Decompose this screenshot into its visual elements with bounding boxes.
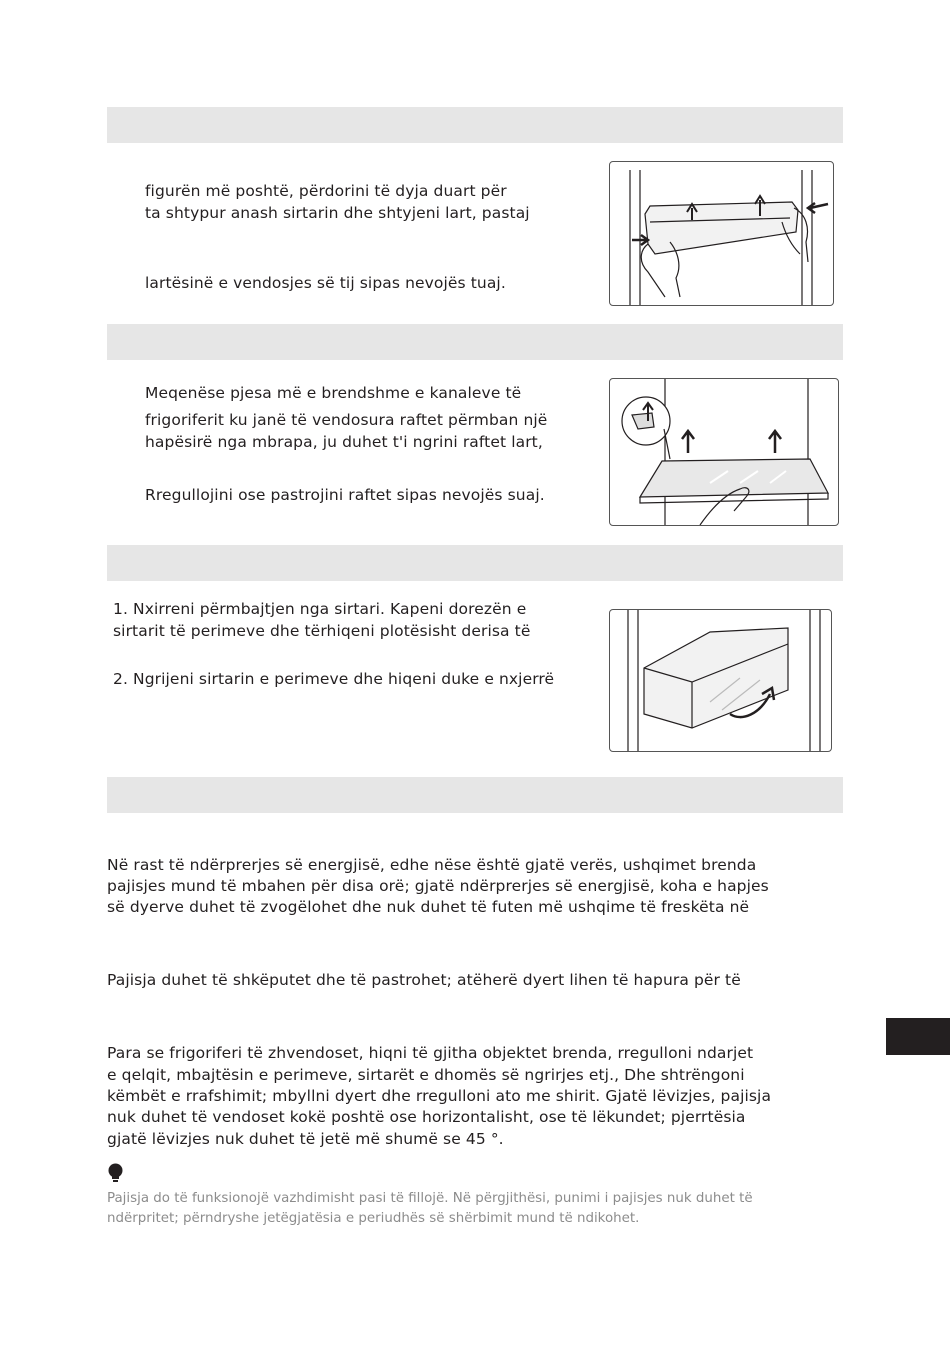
section-1-text: ta shtypur anash sirtarin dhe shtyjeni lart, pastaj [145,204,530,222]
section-header-bar [107,777,843,813]
paragraph-moving: nuk duhet të vendoset kokë poshtë ose horizontalisht, ose të lëkundet; pjerrtësia [107,1108,746,1126]
paragraph-moving: e qelqit, mbajtësin e perimeve, sirtarët e dhomës së ngrirjes etj., Dhe shtrëngoni [107,1066,745,1084]
lightbulb-icon [107,1163,124,1183]
section-header-bar [107,107,843,143]
paragraph-disconnect: Pajisja duhet të shkëputet dhe të pastrohet; atëherë dyert lihen të hapura për të [107,971,741,989]
section-1-text: figurën më poshtë, përdorini të dyja duart për [145,182,507,200]
section-3-text: 2. Ngrijeni sirtarin e perimeve dhe hiqeni duke e nxjerrë [113,670,555,688]
paragraph-moving: Para se frigoriferi të zhvendoset, hiqni të gjitha objektet brenda, rregulloni ndarjet [107,1044,754,1062]
section-2-text: hapësirë nga mbrapa, ju duhet t'i ngrini raftet lart, [145,433,543,451]
section-header-bar [107,545,843,581]
paragraph-moving: gjatë lëvizjes nuk duhet të jetë më shumë se 45 °. [107,1130,504,1148]
section-1-text: lartësinë e vendosjes së tij sipas nevojës tuaj. [145,274,506,292]
paragraph-power-outage: pajisjes mund të mbahen për disa orë; gjatë ndërprerjes së energjisë, koha e hapjes [107,877,769,895]
paragraph-moving: këmbët e rrafshimit; mbyllni dyert dhe rregulloni ato me shirit. Gjatë lëvizjes, pajisja [107,1087,772,1105]
section-2-text: Rregullojini ose pastrojini raftet sipas nevojës suaj. [145,486,545,504]
paragraph-power-outage: Në rast të ndërprerjes së energjisë, edhe nëse është gjatë verës, ushqimet brenda [107,856,757,874]
section-2-text: Meqenëse pjesa më e brendshme e kanaleve të [145,384,522,402]
section-header-bar [107,324,843,360]
vegetable-drawer-illustration [609,609,832,752]
side-tab-marker [886,1018,950,1055]
note-text: Pajisja do të funksionojë vazhdimisht pasi të fillojë. Në përgjithësi, punimi i pajisjes nuk duhet të [107,1191,753,1206]
note-text: ndërpritet; përndryshe jetëgjatësia e periudhës së shërbimit mund të ndikohet. [107,1211,640,1226]
shelf-illustration [609,378,839,526]
door-bin-illustration [609,161,834,306]
section-3-text: 1. Nxirreni përmbajtjen nga sirtari. Kapeni dorezën e [113,600,527,618]
paragraph-power-outage: së dyerve duhet të zvogëlohet dhe nuk duhet të futen më ushqime të freskëta në [107,898,750,916]
section-3-text: sirtarit të perimeve dhe tërhiqeni plotësisht derisa të [113,622,531,640]
section-2-text: frigoriferit ku janë të vendosura raftet përmban një [145,411,548,429]
